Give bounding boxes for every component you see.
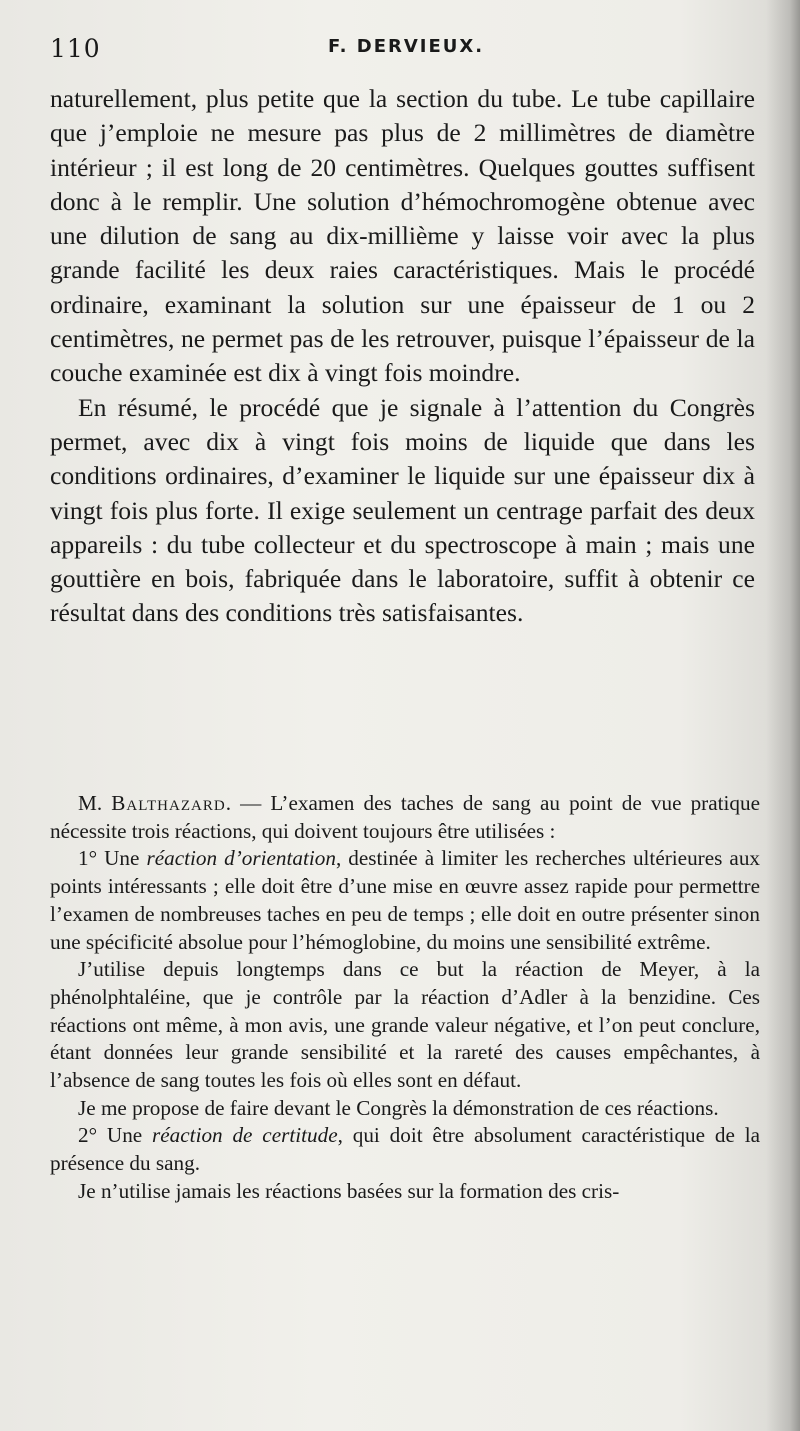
- binding-gutter-shadow: [766, 0, 800, 1431]
- paragraph-tube-capillaire: naturellement, plus petite que la section du tube. Le tube capillaire que j’emploie ne mesure pas plus de 2 millimètres de diamètre intérieur ; il est long de 20 centimètres. Quelques gouttes suffisent donc à le remplir. Une solution d’hémochromogène obtenue avec une dilution de sang au dix-millième y laisse voir avec la plus grande facilité les deux raies caractéristiques. Mais le procédé ordinaire, examinant la solution sur une épaisseur de 1 ou 2 centimètres, ne permet pas de les retrouver, puisque l’épaisseur de la couche examinée est dix à vingt fois moindre.: [50, 84, 755, 388]
- lower-text-block: [50, 790, 760, 1206]
- paragraph-balthazard-intro: [50, 790, 760, 845]
- item1-emphasis: réaction d’orientation: [146, 846, 336, 871]
- intro-text: L’examen des taches de sang au point de vue pratique nécessite trois réactions, qui doivent toujours être utilisées :: [50, 791, 761, 843]
- item1-number: 1° Une: [78, 846, 147, 871]
- running-head: F. DERVIEUX.: [328, 36, 485, 57]
- item1-text: , destinée à limiter les recherches ultérieures aux points intéressants ; elle doit être d’une mise en œuvre assez rapide pour permettre l’examen de nombreuses taches en peu de temps ; elle doit en outre présenter sinon une spécificité absolue pour l’hémoglobine, du moins une sensibilité extrême.: [50, 846, 761, 954]
- paragraph-meyer: J’utilise depuis longtemps dans ce but la réaction de Meyer, à la phénolphtaléine, que je contrôle par la réaction d’Adler à la benzidine. Ces réactions ont même, à mon avis, une grande valeur négative, et l’on peut conclure, étant données leur grande sensibilité et la rareté des causes empêchantes, à l’absence de sang toutes les fois où elles sont en défaut.: [50, 957, 760, 1093]
- item2-text: , qui doit être absolument caractéristique de la présence du sang.: [50, 1123, 760, 1176]
- page-number: 110: [50, 34, 101, 63]
- paragraph-reaction-orientation: [50, 845, 760, 956]
- page-header: [50, 34, 750, 74]
- speaker-prefix: M.: [78, 791, 112, 815]
- paragraph-cristaux: Je n’utilise jamais les réactions basées sur la formation des cris-: [78, 1178, 620, 1203]
- upper-text-block: [50, 82, 755, 631]
- speaker-separator: . —: [225, 791, 271, 815]
- paragraph-reaction-certitude: [50, 1122, 760, 1177]
- item2-emphasis: réaction de certitude: [152, 1123, 338, 1148]
- speaker-name: Balthazard: [111, 791, 226, 815]
- item2-number: 2° Une: [78, 1123, 153, 1148]
- paragraph-demonstration: Je me propose de faire devant le Congrès la démonstration de ces réactions.: [78, 1095, 719, 1120]
- paragraph-en-resume: En résumé, le procédé que je signale à l’attention du Congrès permet, avec dix à vingt fois moins de liquide que dans les conditions ordinaires, d’examiner le liquide sur une épaisseur dix à vingt fois plus forte. Il exige seulement un centrage parfait des deux appareils : du tube collecteur et du spectroscope à main ; mais une gouttière en bois, fabriquée dans le laboratoire, suffit à obtenir ce résultat dans des conditions très satisfaisantes.: [50, 392, 755, 628]
